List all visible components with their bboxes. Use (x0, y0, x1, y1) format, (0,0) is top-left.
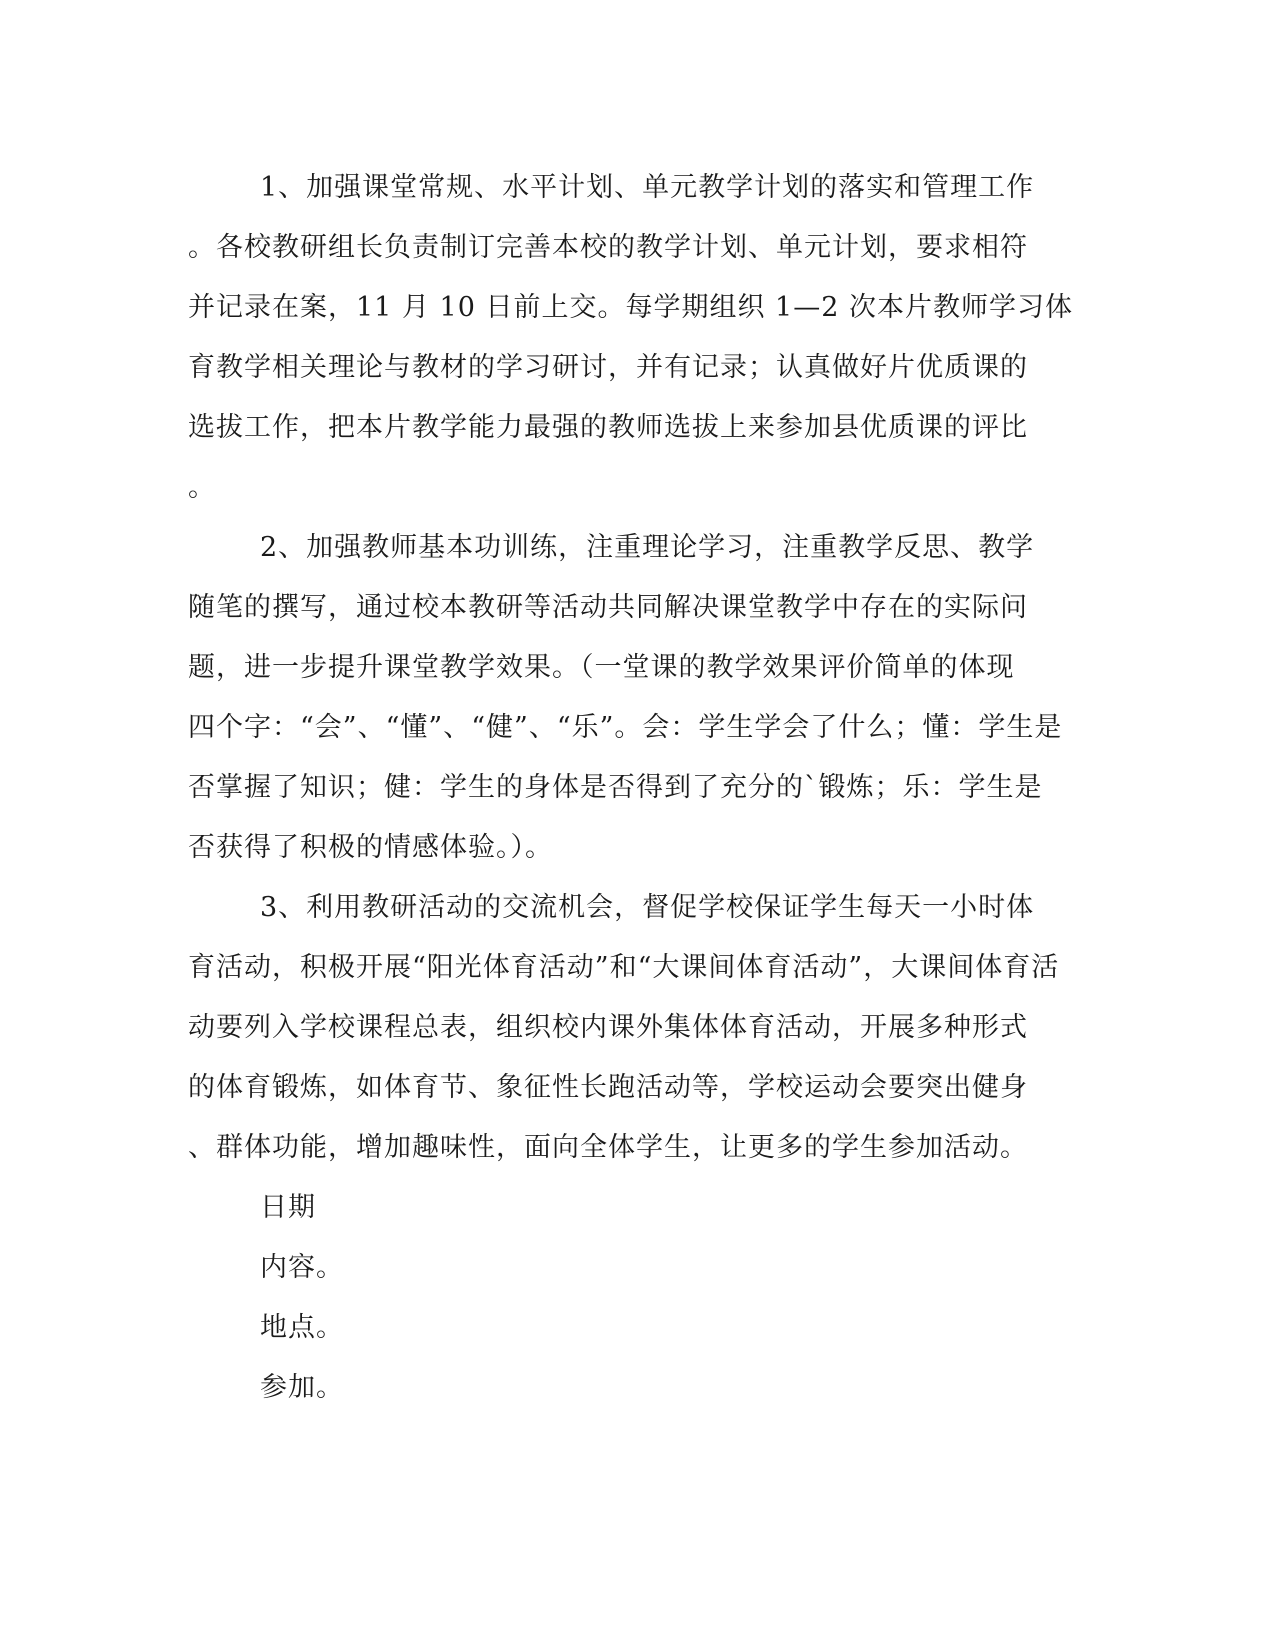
paragraph-3-line-5: 、群体功能，增加趣味性，面向全体学生，让更多的学生参加活动。 (188, 1132, 1028, 1163)
field-date-label: 日期 (260, 1192, 316, 1223)
paragraph-1-line-4: 育教学相关理论与教材的学习研讨，并有记录；认真做好片优质课的 (188, 352, 1028, 383)
paragraph-1-line-1: 1、加强课堂常规、水平计划、单元教学计划的落实和管理工作 (260, 172, 1035, 203)
paragraph-3-line-4: 的体育锻炼，如体育节、象征性长跑活动等，学校运动会要突出健身 (188, 1072, 1028, 1103)
paragraph-2-line-4: 四个字：“会”、“懂”、“健”、“乐”。会：学生学会了什么；懂：学生是 (188, 712, 1063, 743)
field-participants-label: 参加。 (260, 1372, 344, 1403)
paragraph-3-line-1: 3、利用教研活动的交流机会，督促学校保证学生每天一小时体 (260, 892, 1035, 923)
paragraph-3-line-3: 动要列入学校课程总表，组织校内课外集体体育活动，开展多种形式 (188, 1012, 1028, 1043)
paragraph-2-line-6: 否获得了积极的情感体验。）。 (188, 832, 553, 863)
paragraph-1-line-6: 。 (188, 472, 216, 503)
paragraph-3-line-2: 育活动，积极开展“阳光体育活动”和“大课间体育活动”，大课间体育活 (188, 952, 1060, 983)
paragraph-2-line-5: 否掌握了知识；健：学生的身体是否得到了充分的`锻炼；乐：学生是 (188, 772, 1043, 803)
paragraph-1-line-3: 并记录在案，11 月 10 日前上交。每学期组织 1—2 次本片教师学习体 (188, 292, 1073, 323)
paragraph-2-line-1: 2、加强教师基本功训练，注重理论学习，注重教学反思、教学 (260, 532, 1035, 563)
field-content-label: 内容。 (260, 1252, 344, 1283)
field-location-label: 地点。 (260, 1312, 344, 1343)
paragraph-2-line-2: 随笔的撰写，通过校本教研等活动共同解决课堂教学中存在的实际问 (188, 592, 1028, 623)
paragraph-1-line-2: 。各校教研组长负责制订完善本校的教学计划、单元计划，要求相符 (188, 232, 1028, 263)
paragraph-1-line-5: 选拔工作，把本片教学能力最强的教师选拔上来参加县优质课的评比 (188, 412, 1028, 443)
paragraph-2-line-3: 题，进一步提升课堂教学效果。（一堂课的教学效果评价简单的体现 (188, 652, 1015, 683)
